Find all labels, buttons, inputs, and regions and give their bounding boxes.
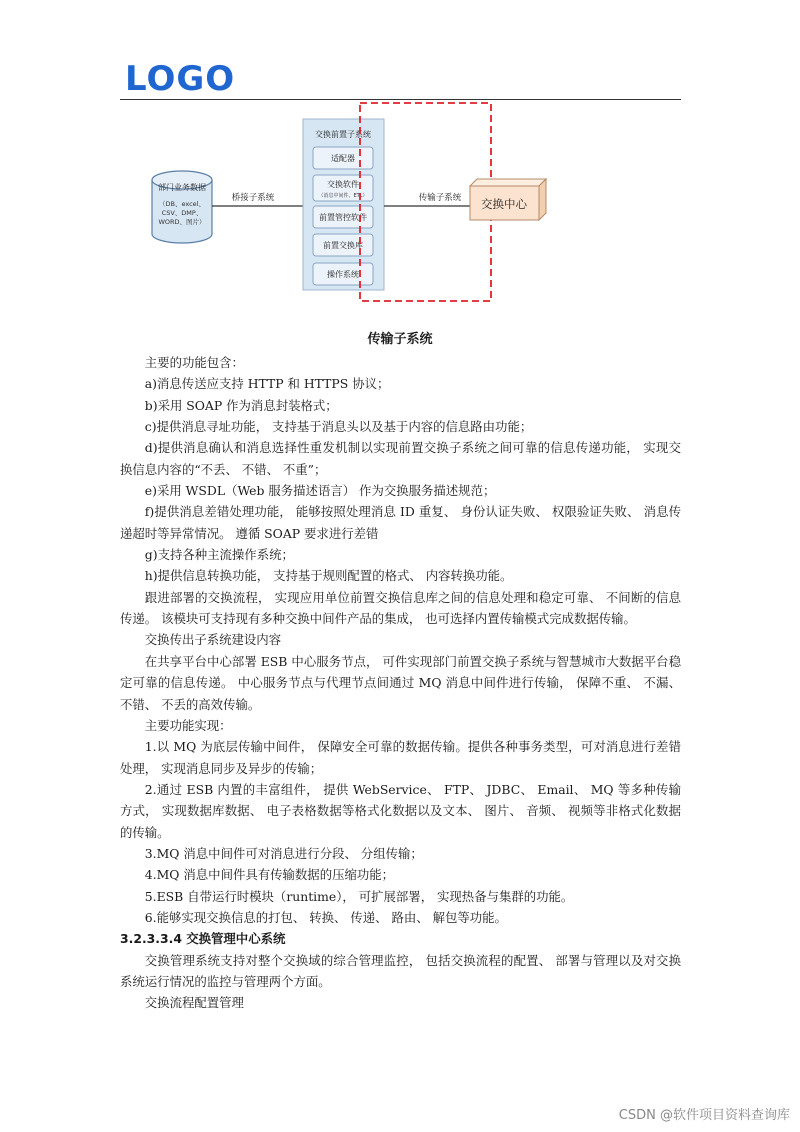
paragraph: 交换流程配置管理 [144, 995, 244, 1011]
paragraph: e)采用 WSDL（Web 服务描述语言） 作为交换服务描述规范； [144, 483, 496, 499]
paragraph: 交换管理系统支持对整个交换域的综合管理监控， 包括交换流程的配置、 部署与管理以及对交换系统运行情况的监控与管理两个方面。 [120, 952, 681, 989]
paragraph: 3.MQ 消息中间件可对消息进行分段、 分组传输； [144, 845, 423, 861]
body-text [120, 352, 681, 1014]
module-label-4: 前置交换库 [323, 241, 363, 250]
db-line2: CSV、DMP、 [161, 209, 203, 217]
db-title: 部门业务数据 [158, 183, 206, 192]
paragraph: a)消息传送应支持 HTTP 和 HTTPS 协议； [144, 376, 390, 392]
paragraph: 1.以 MQ 为底层传输中间件， 保障安全可靠的数据传输。提供各种事务类型，可对消息进行差错处理， 实现消息同步及异步的传输； [120, 739, 681, 776]
paragraph: h)提供信息转换功能， 支持基于规则配置的格式、 内容转换功能。 [144, 568, 513, 584]
paragraph: 4.MQ 消息中间件具有传输数据的压缩功能； [144, 867, 395, 883]
watermark: CSDN @软件项目资料查询库 [618, 1108, 790, 1123]
front-title: 交换前置子系统 [315, 130, 371, 139]
paragraph: c)提供消息寻址功能， 支持基于消息头以及基于内容的信息路由功能； [144, 419, 533, 435]
paragraph: 2.通过 ESB 内置的丰富组件， 提供 WebService、 FTP、 JDBC、 Email、 MQ 等多种传输方式， 实现数据库数据、 电子表格数据等格式化数据以及文本、 图片、 音频、 视频等非格式化数据的传输。 [120, 781, 681, 840]
section-heading: 3.2.3.3.4 交换管理中心系统 [120, 931, 286, 947]
paragraph: 交换传出子系统建设内容 [144, 632, 282, 648]
module-label-5: 操作系统 [327, 270, 359, 279]
paragraph: 跟进部署的交换流程， 实现应用单位前置交换信息库之间的信息处理和稳定可靠、 不间断的信息传递。 该模块可支持现有多种交换中间件产品的集成， 也可选择内置传输模式完成数据传输。 [120, 589, 681, 627]
center-label: 交换中心 [481, 197, 527, 211]
bridge-label: 桥接子系统 [231, 193, 275, 203]
paragraph: 在共享平台中心部署 ESB 中心服务节点， 可件实现部门前置交换子系统与智慧城市大数据平台稳定可靠的信息传递。 中心服务节点与代理节点间通过 MQ 消息中间件进行传输， 保障不重、 不漏、 不错、 不丢的高效传输。 [120, 653, 681, 712]
module-label-1: 适配器 [331, 154, 355, 163]
transfer-label: 传输子系统 [418, 193, 462, 203]
db-line3: WORD、图片） [158, 218, 206, 226]
paragraph: d)提供消息确认和消息选择性重发机制以实现前置交换子系统之间可靠的信息传递功能， 实现交换信息内容的“不丢、 不错、 不重”； [120, 440, 681, 477]
paragraph: 5.ESB 自带运行时模块（runtime）， 可扩展部署， 实现热备与集群的功能。 [144, 888, 574, 904]
paragraph: 6.能够实现交换信息的打包、 转换、 传递、 路由、 解包等功能。 [144, 909, 507, 925]
module-label-3: 前置管控软件 [319, 213, 367, 222]
module-label-2: 交换软件 [327, 180, 359, 189]
paragraph: 主要的功能包含： [144, 355, 244, 370]
figure-caption: 传输子系统 [367, 332, 433, 347]
paragraph: g)支持各种主流操作系统； [144, 547, 294, 563]
paragraph: 主要功能实现： [144, 717, 232, 733]
module-sublabel-2: （消息中间件、ETL） [318, 193, 368, 199]
logo: LOGO [125, 59, 236, 99]
paragraph: f)提供消息差错处理功能， 能够按照处理消息 ID 重复、 身份认证失败、 权限验证失败、 消息传递超时等异常情况。 遵循 SOAP 要求进行差错 [120, 504, 681, 541]
db-line1: （DB、excel、 [159, 200, 205, 208]
paragraph: b)采用 SOAP 作为消息封装格式； [144, 397, 338, 413]
architecture-diagram [0, 0, 800, 340]
